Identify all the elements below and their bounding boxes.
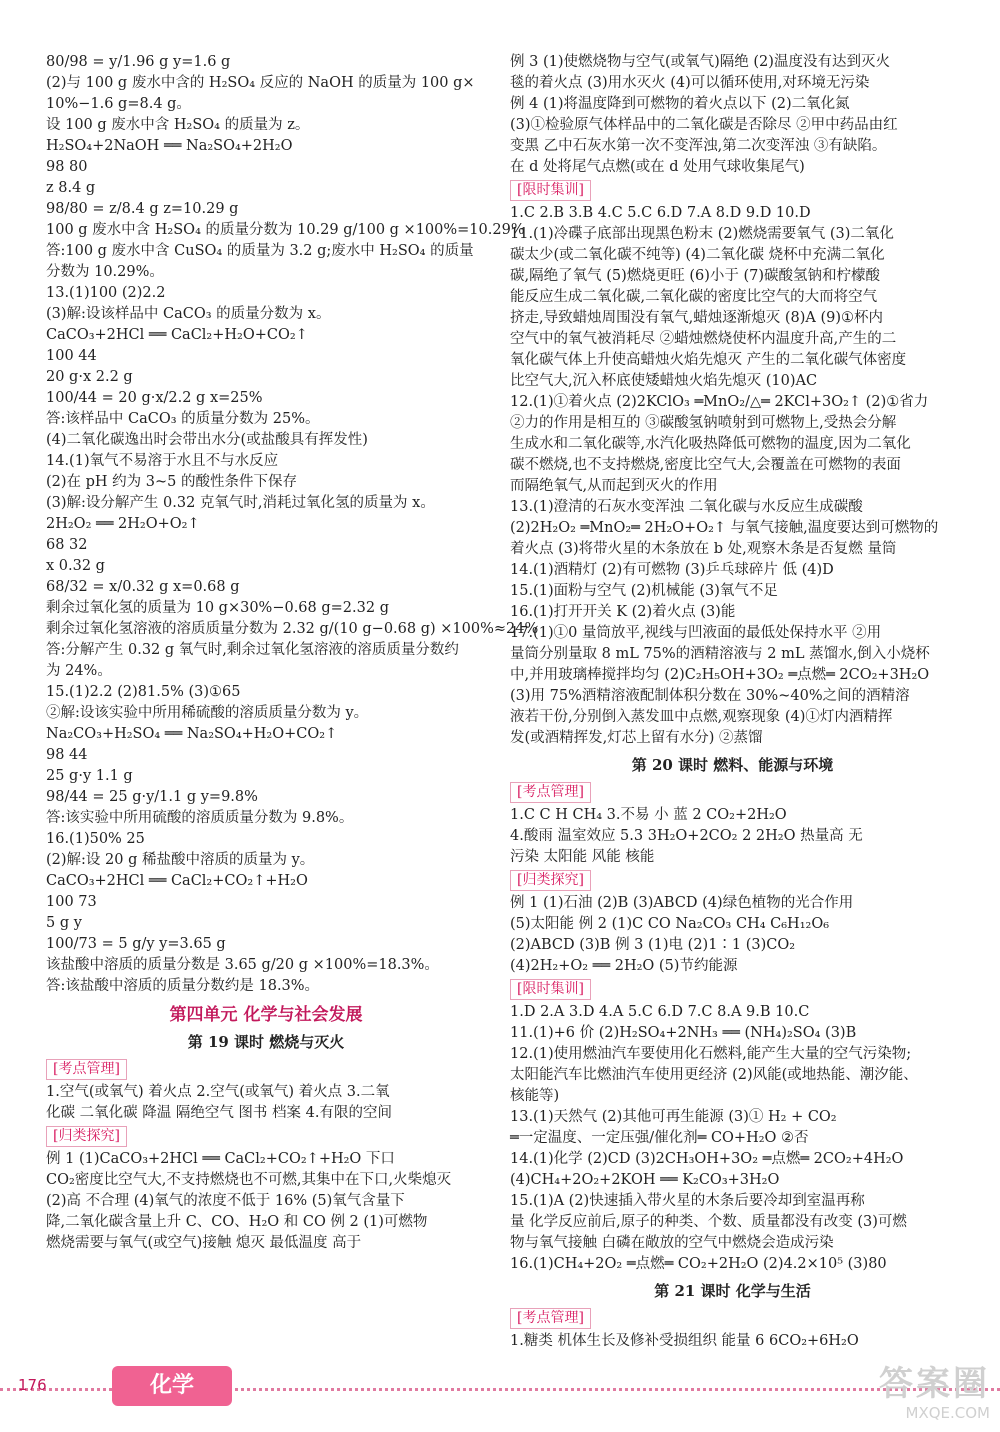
right-section-1-lines bbox=[510, 203, 955, 749]
answer-line: 100 73 bbox=[46, 894, 97, 910]
watermark-url: MXQE.COM bbox=[905, 1404, 990, 1422]
section-tag-kaodian-2: [考点管理] bbox=[510, 782, 591, 803]
answer-line: 15.(1)2.2 (2)81.5% (3)①65 bbox=[46, 684, 241, 700]
answer-line: (3)用 75%酒精溶液配制体积分数在 30%~40%之间的酒精溶 bbox=[510, 688, 910, 704]
subject-label: 化学 bbox=[112, 1366, 232, 1406]
answer-line: CaCO₃+2HCl ══ CaCl₂+CO₂↑+H₂O bbox=[46, 873, 308, 889]
answer-line: 20 g·x 2.2 g bbox=[46, 369, 133, 385]
answer-line: 量筒分别量取 8 mL 75%的酒精溶液与 2 mL 蒸馏水,倒入小烧杯 bbox=[510, 646, 930, 662]
answer-line: 100/73 = 5 g/y y=3.65 g bbox=[46, 936, 226, 952]
answer-line: CO₂密度比空气大,不支持燃烧也不可燃,其集中在下口,火柴熄灭 bbox=[46, 1172, 452, 1188]
answer-line: 毯的着火点 (3)用水灭火 (4)可以循环使用,对环境无污染 bbox=[510, 75, 870, 91]
answer-line: 而隔绝氧气,从而起到灭火的作用 bbox=[510, 478, 718, 494]
answer-line: (4)CH₄+2O₂+2KOH ══ K₂CO₃+3H₂O bbox=[510, 1172, 780, 1188]
answer-line: 68/32 = x/0.32 g x=0.68 g bbox=[46, 579, 240, 595]
answer-line: 1.糖类 机体生长及修补受损组织 能量 6 6CO₂+6H₂O bbox=[510, 1333, 859, 1349]
answer-line: 答:该盐酸中溶质的质量分数约是 18.3%。 bbox=[46, 978, 320, 994]
answer-line: 太阳能汽车比燃油汽车使用更经济 (2)风能(或地热能、潮汐能、 bbox=[510, 1067, 918, 1083]
answer-line: 例 1 (1)CaCO₃+2HCl ══ CaCl₂+CO₂↑+H₂O 下口 bbox=[46, 1151, 395, 1167]
answer-line: 14.(1)化学 (2)CD (3)2CH₃OH+3O₂ ═点燃═ 2CO₂+4H₂O bbox=[510, 1151, 904, 1167]
answer-line: 中,并用玻璃棒搅拌均匀 (2)C₂H₅OH+3O₂ ═点燃═ 2CO₂+3H₂O bbox=[510, 667, 930, 683]
answer-line: 13.(1)澄清的石灰水变浑浊 二氧化碳与水反应生成碳酸 bbox=[510, 499, 863, 515]
answer-line: (2)与 100 g 废水中含的 H₂SO₄ 反应的 NaOH 的质量为 100 g× bbox=[46, 75, 475, 91]
answer-line: 比空气大,沉入杯底使矮蜡烛火焰先熄灭 (10)AC bbox=[510, 373, 818, 389]
answer-line: 污染 太阳能 风能 核能 bbox=[510, 849, 655, 865]
answer-line: 在 d 处将尾气点燃(或在 d 处用气球收集尾气) bbox=[510, 159, 805, 175]
answer-line: 答:该样品中 CaCO₃ 的质量分数为 25%。 bbox=[46, 411, 320, 427]
answer-line: 100 g 废水中含 H₂SO₄ 的质量分数为 10.29 g/100 g ×100%=10.29% bbox=[46, 222, 525, 238]
answer-line: 14.(1)酒精灯 (2)有可燃物 (3)乒乓球碎片 低 (4)D bbox=[510, 562, 834, 578]
section-tag-kaodian-3: [考点管理] bbox=[510, 1308, 591, 1329]
answer-line: 为 24%。 bbox=[46, 663, 112, 679]
right-section-2-lines bbox=[510, 805, 955, 868]
right-top-lines bbox=[510, 52, 955, 178]
answer-line: (2)解:设 20 g 稀盐酸中溶质的质量为 y。 bbox=[46, 852, 315, 868]
watermark-logo: 答案圈 bbox=[879, 1364, 990, 1404]
answer-line: 剩余过氧化氢溶液的溶质质量分数为 2.32 g/(10 g−0.68 g) ×100%≈24% bbox=[46, 621, 539, 637]
answer-line: 80/98 = y/1.96 g y=1.6 g bbox=[46, 54, 231, 70]
section-tag-guilei: [归类探究] bbox=[46, 1126, 127, 1147]
answer-line: (4)二氧化碳逸出时会带出水分(或盐酸具有挥发性) bbox=[46, 432, 368, 448]
answer-line: (2)ABCD (3)B 例 3 (1)电 (2)1∶1 (3)CO₂ bbox=[510, 937, 796, 953]
answer-line: 17.(1)①0 量筒放平,视线与凹液面的最低处保持水平 ②用 bbox=[510, 625, 882, 641]
answer-line: 25 g·y 1.1 g bbox=[46, 768, 133, 784]
answer-line: 16.(1)打开开关 K (2)着火点 (3)能 bbox=[510, 604, 736, 620]
answer-line: 变黑 乙中石灰水第一次不变浑浊,第二次变浑浊 ③有缺陷。 bbox=[510, 138, 887, 154]
watermark bbox=[820, 1364, 990, 1424]
left-section-2-lines bbox=[46, 1149, 486, 1254]
answer-line: 能反应生成二氧化碳,二氧化碳的密度比空气的大而将空气 bbox=[510, 289, 878, 305]
answer-line: 发(或酒精挥发,灯芯上留有水分) ②蒸馏 bbox=[510, 730, 763, 746]
answer-line: 氧化碳气体上升使高蜡烛火焰先熄灭 产生的二氧化碳气体密度 bbox=[510, 352, 907, 368]
answer-line: 16.(1)50% 25 bbox=[46, 831, 145, 847]
answer-line: 燃烧需要与氧气(或空气)接触 熄灭 最低温度 高于 bbox=[46, 1235, 362, 1251]
answer-line: 量 化学反应前后,原子的种类、个数、质量都没有改变 (3)可燃 bbox=[510, 1214, 907, 1230]
answer-line: 1.D 2.A 3.D 4.A 5.C 6.D 7.C 8.A 9.B 10.C bbox=[510, 1004, 810, 1020]
lesson-21-title: 第 21 课时 化学与生活 bbox=[654, 1282, 811, 1300]
answer-line: 答:100 g 废水中含 CuSO₄ 的质量为 3.2 g;废水中 H₂SO₄ 的质量 bbox=[46, 243, 474, 259]
answer-line: (2)高 不合理 (4)氧气的浓度不低于 16% (5)氧气含量下 bbox=[46, 1193, 405, 1209]
answer-line: 100 44 bbox=[46, 348, 97, 364]
answer-line: 1.空气(或氧气) 着火点 2.空气(或氧气) 着火点 3.二氧 bbox=[46, 1084, 390, 1100]
answer-line: 降,二氧化碳含量上升 C、CO、H₂O 和 CO 例 2 (1)可燃物 bbox=[46, 1214, 428, 1230]
right-section-4-lines bbox=[510, 1002, 955, 1275]
answer-line: (5)太阳能 例 2 (1)C CO Na₂CO₃ CH₄ C₆H₁₂O₆ bbox=[510, 916, 830, 932]
answer-line: 1.C 2.B 3.B 4.C 5.C 6.D 7.A 8.D 9.D 10.D bbox=[510, 205, 811, 221]
answer-line: 例 1 (1)石油 (2)B (3)ABCD (4)绿色植物的光合作用 bbox=[510, 895, 854, 911]
answer-line: 13.(1)100 (2)2.2 bbox=[46, 285, 166, 301]
lesson-19-title: 第 19 课时 燃烧与灭火 bbox=[187, 1033, 345, 1051]
right-section-3-lines bbox=[510, 893, 955, 977]
left-section-1-lines bbox=[46, 1082, 486, 1124]
answer-line: 2H₂O₂ ══ 2H₂O+O₂↑ bbox=[46, 516, 200, 532]
answer-line: 15.(1)面粉与空气 (2)机械能 (3)氧气不足 bbox=[510, 583, 778, 599]
answer-line: (3)解:设该样品中 CaCO₃ 的质量分数为 x。 bbox=[46, 306, 331, 322]
unit-title: 第四单元 化学与社会发展 bbox=[169, 1005, 363, 1025]
answer-line: Na₂CO₃+H₂SO₄ ══ Na₂SO₄+H₂O+CO₂↑ bbox=[46, 726, 338, 742]
answer-line: 98 44 bbox=[46, 747, 88, 763]
answer-line: 16.(1)CH₄+2O₂ ═点燃═ CO₂+2H₂O (2)4.2×10⁵ (3)80 bbox=[510, 1256, 887, 1272]
answer-line: 空气中的氧气被消耗尽 ②蜡烛燃烧使杯内温度升高,产生的二 bbox=[510, 331, 897, 347]
answer-line: (4)2H₂+O₂ ══ 2H₂O (5)节约能源 bbox=[510, 958, 738, 974]
answer-line: 碳,隔绝了氧气 (5)燃烧更旺 (6)小于 (7)碳酸氢钠和柠檬酸 bbox=[510, 268, 881, 284]
answer-line: (3)解:设分解产生 0.32 克氧气时,消耗过氧化氢的质量为 x。 bbox=[46, 495, 435, 511]
answer-line: 98/80 = z/8.4 g z=10.29 g bbox=[46, 201, 239, 217]
answer-line: 12.(1)①着火点 (2)2KClO₃ ═MnO₂/△═ 2KCl+3O₂↑ (2)①省力 bbox=[510, 394, 929, 410]
answer-line: 15.(1)A (2)快速插入带火星的木条后要冷却到室温再称 bbox=[510, 1193, 865, 1209]
answer-line: 生成水和二氧化碳等,水汽化吸热降低可燃物的温度,因为二氧化 bbox=[510, 436, 911, 452]
answer-line: 14.(1)氧气不易溶于水且不与水反应 bbox=[46, 453, 279, 469]
answer-line: 例 3 (1)使燃烧物与空气(或氧气)隔绝 (2)温度没有达到灭火 bbox=[510, 54, 890, 70]
answer-line: 5 g y bbox=[46, 915, 82, 931]
section-tag-guilei-2: [归类探究] bbox=[510, 870, 591, 891]
answer-line: 分数为 10.29%。 bbox=[46, 264, 164, 280]
right-section-5-lines bbox=[510, 1331, 955, 1352]
section-tag-xianshi: [限时集训] bbox=[510, 180, 591, 201]
answer-line: 剩余过氧化氢的质量为 10 g×30%−0.68 g=2.32 g bbox=[46, 600, 389, 616]
answer-line: CaCO₃+2HCl ══ CaCl₂+H₂O+CO₂↑ bbox=[46, 327, 308, 343]
answer-line: 10%−1.6 g=8.4 g。 bbox=[46, 96, 191, 112]
answer-line: (2)2H₂O₂ ═MnO₂═ 2H₂O+O₂↑ 与氧气接触,温度要达到可燃物的 bbox=[510, 520, 939, 536]
answer-line: 物与氧气接触 白磷在敞放的空气中燃烧会造成污染 bbox=[510, 1235, 834, 1251]
answer-line: x 0.32 g bbox=[46, 558, 105, 574]
answer-line: 98/44 = 25 g·y/1.1 g y=9.8% bbox=[46, 789, 258, 805]
answer-line: 68 32 bbox=[46, 537, 88, 553]
answer-line: 例 4 (1)将温度降到可燃物的着火点以下 (2)二氧化氮 bbox=[510, 96, 850, 112]
answer-line: 98 80 bbox=[46, 159, 88, 175]
answer-line: 碳不燃烧,也不支持燃烧,密度比空气大,会覆盖在可燃物的表面 bbox=[510, 457, 901, 473]
answer-line: H₂SO₄+2NaOH ══ Na₂SO₄+2H₂O bbox=[46, 138, 293, 154]
left-answer-lines bbox=[46, 52, 539, 997]
answer-line: ②力的作用是相互的 ③碳酸氢钠喷射到可燃物上,受热会分解 bbox=[510, 415, 897, 431]
answer-line: 11.(1)冷碟子底部出现黑色粉末 (2)燃烧需要氧气 (3)二氧化 bbox=[510, 226, 894, 242]
right-column bbox=[510, 52, 955, 1352]
answer-line: 挤走,导致蜡烛周围没有氧气,蜡烛逐渐熄灭 (8)A (9)①杯内 bbox=[510, 310, 883, 326]
answer-line: ═一定温度、一定压强/催化剂═ CO+H₂O ②否 bbox=[510, 1130, 809, 1146]
answer-line: 答:该实验中所用硫酸的溶质质量分数为 9.8%。 bbox=[46, 810, 354, 826]
answer-line: 核能等) bbox=[510, 1088, 560, 1104]
answer-line: 化碳 二氧化碳 降温 隔绝空气 图书 档案 4.有限的空间 bbox=[46, 1105, 392, 1121]
answer-line: 13.(1)天然气 (2)其他可再生能源 (3)① H₂ + CO₂ bbox=[510, 1109, 837, 1125]
answer-line: 碳太少(或二氧化碳不纯等) (4)二氧化碳 烧杯中充满二氧化 bbox=[510, 247, 885, 263]
answer-line: 答:分解产生 0.32 g 氧气时,剩余过氧化氢溶液的溶质质量分数约 bbox=[46, 642, 459, 658]
answer-line: 12.(1)使用燃油汽车要使用化石燃料,能产生大量的空气污染物; bbox=[510, 1046, 912, 1062]
answer-line: 1.C C H CH₄ 3.不易 小 蓝 2 CO₂+2H₂O bbox=[510, 807, 787, 823]
section-tag-kaodian: [考点管理] bbox=[46, 1059, 127, 1080]
answer-line: 100/44 = 20 g·x/2.2 g x=25% bbox=[46, 390, 263, 406]
section-tag-xianshi-2: [限时集训] bbox=[510, 979, 591, 1000]
answer-line: 液若干份,分别倒入蒸发皿中点燃,观察现象 (4)①灯内酒精挥 bbox=[510, 709, 893, 725]
answer-line: (2)在 pH 约为 3~5 的酸性条件下保存 bbox=[46, 474, 298, 490]
lesson-20-title: 第 20 课时 燃料、能源与环境 bbox=[631, 756, 834, 774]
answer-line: z 8.4 g bbox=[46, 180, 96, 196]
answer-line: ②解:设该实验中所用稀硫酸的溶质质量分数为 y。 bbox=[46, 705, 369, 721]
answer-line: 该盐酸中溶质的质量分数是 3.65 g/20 g ×100%=18.3%。 bbox=[46, 957, 439, 973]
answer-line: 着火点 (3)将带火星的木条放在 b 处,观察木条是否复燃 量筒 bbox=[510, 541, 897, 557]
answer-line: 设 100 g 废水中含 H₂SO₄ 的质量为 z。 bbox=[46, 117, 310, 133]
answer-line: 4.酸雨 温室效应 5.3 3H₂O+2CO₂ 2 2H₂O 热量高 无 bbox=[510, 828, 863, 844]
page-number: 176 bbox=[18, 1376, 47, 1394]
answer-line: (3)①检验原气体样品中的二氧化碳是否除尽 ②甲中药品由红 bbox=[510, 117, 898, 133]
answer-line: 11.(1)+6 价 (2)H₂SO₄+2NH₃ ══ (NH₄)₂SO₄ (3)B bbox=[510, 1025, 857, 1041]
